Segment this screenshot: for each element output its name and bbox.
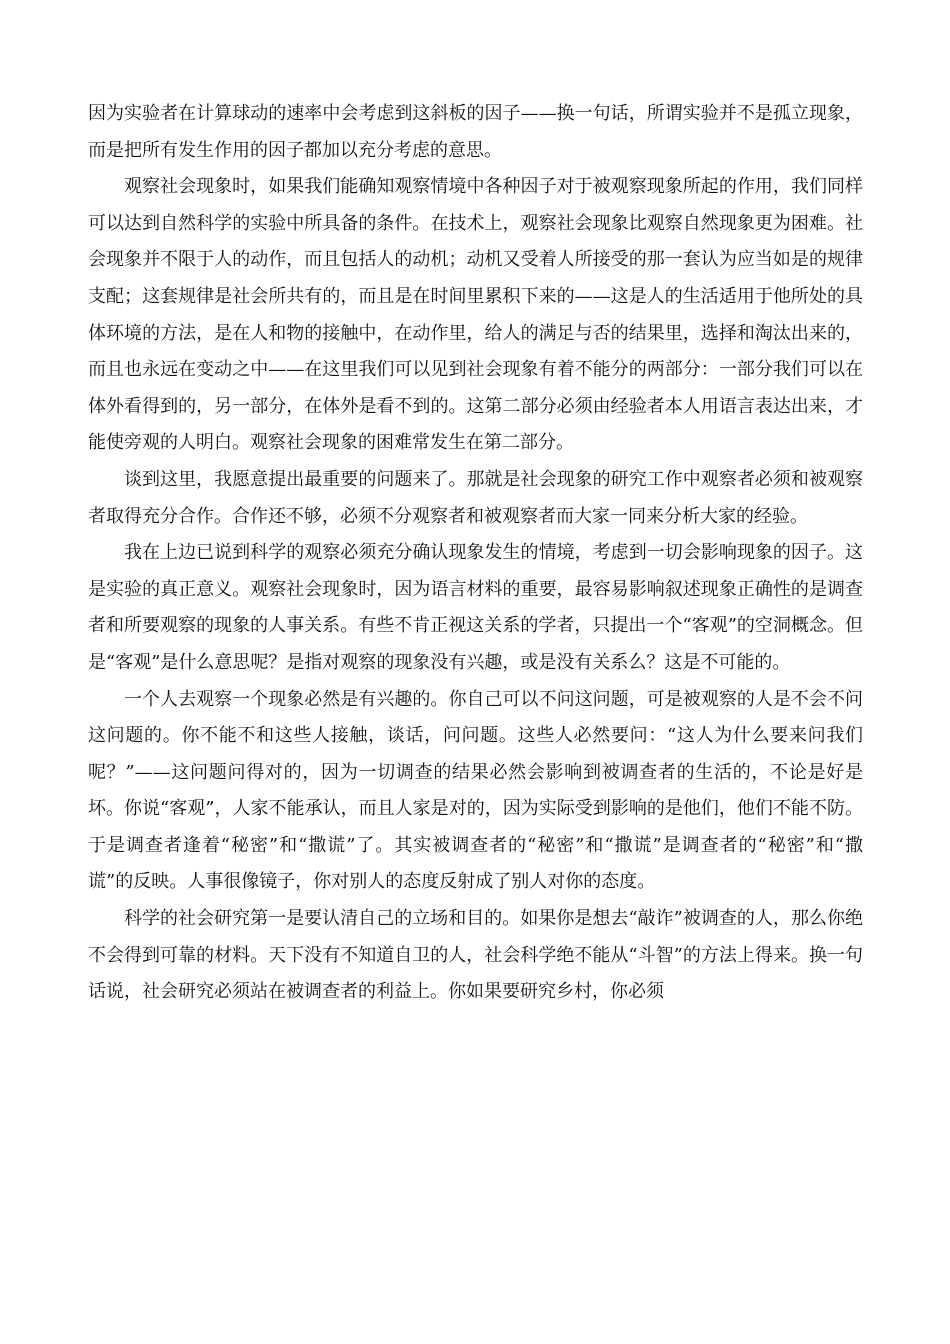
paragraph-continued: 因为实验者在计算球动的速率中会考虑到这斜板的因子——换一句话，所谓实验并不是孤立现象，而是把所有发生作用的因子都加以充分考虑的意思。 bbox=[88, 103, 863, 161]
paragraph: 谈到这里，我愿意提出最重要的问题来了。那就是社会现象的研究工作中观察者必须和被观察者取得充分合作。合作还不够，必须不分观察者和被观察者而大家一同来分析大家的经验。 bbox=[88, 468, 863, 527]
document-page bbox=[88, 96, 863, 1011]
paragraph: 我在上边已说到科学的观察必须充分确认现象发生的情境，考虑到一切会影响现象的因子。这是实验的真正意义。观察社会现象时，因为语言材料的重要，最容易影响叙述现象正确性的是调查者和所要观察的现象的人事关系。有些不肯正视这关系的学者，只提出一个“客观”的空洞概念。但是“客观”是什么意思呢？是指对观察的现象没有兴趣，或是没有关系么？这是不可能的。 bbox=[88, 542, 863, 673]
paragraph: 观察社会现象时，如果我们能确知观察情境中各种因子对于被观察现象所起的作用，我们同样可以达到自然科学的实验中所具备的条件。在技术上，观察社会现象比观察自然现象更为困难。社会现象并不限于人的动作，而且包括人的动机；动机又受着人所接受的那一套认为应当如是的规律支配；这套规律是社会所共有的，而且是在时间里累积下来的——这是人的生活适用于他所处的具体环境的方法，是在人和物的接触中，在动作里，给人的满足与否的结果里，选择和淘汰出来的，而且也永远在变动之中——在这里我们可以见到社会现象有着不能分的两部分：一部分我们可以在体外看得到的，另一部分，在体外是看不到的。这第二部分必须由经验者本人用语言表达出来，才能使旁观的人明白。观察社会现象的困难常发生在第二部分。 bbox=[88, 176, 863, 454]
paragraph: 一个人去观察一个现象必然是有兴趣的。你自己可以不问这问题，可是被观察的人是不会不问这问题的。你不能不和这些人接触，谈话，问问题。这些人必然要问：“这人为什么要来问我们呢？”——这问题问得对的，因为一切调查的结果必然会影响到被调查者的生活的，不论是好是坏。你说“客观”，人家不能承认，而且人家是对的，因为实际受到影响的是他们，他们不能不防。于是调查者逢着“秘密”和“撒谎”了。其实被调查者的“秘密”和“撒谎”是调查者的“秘密”和“撒谎”的反映。人事很像镜子，你对别人的态度反射成了别人对你的态度。 bbox=[88, 688, 863, 893]
paragraph: 科学的社会研究第一是要认清自己的立场和目的。如果你是想去“敲诈”被调查的人，那么你绝不会得到可靠的材料。天下没有不知道自卫的人，社会科学绝不能从“斗智”的方法上得来。换一句话说，社会研究必须站在被调查者的利益上。你如果要研究乡村，你必须 bbox=[88, 908, 863, 1003]
